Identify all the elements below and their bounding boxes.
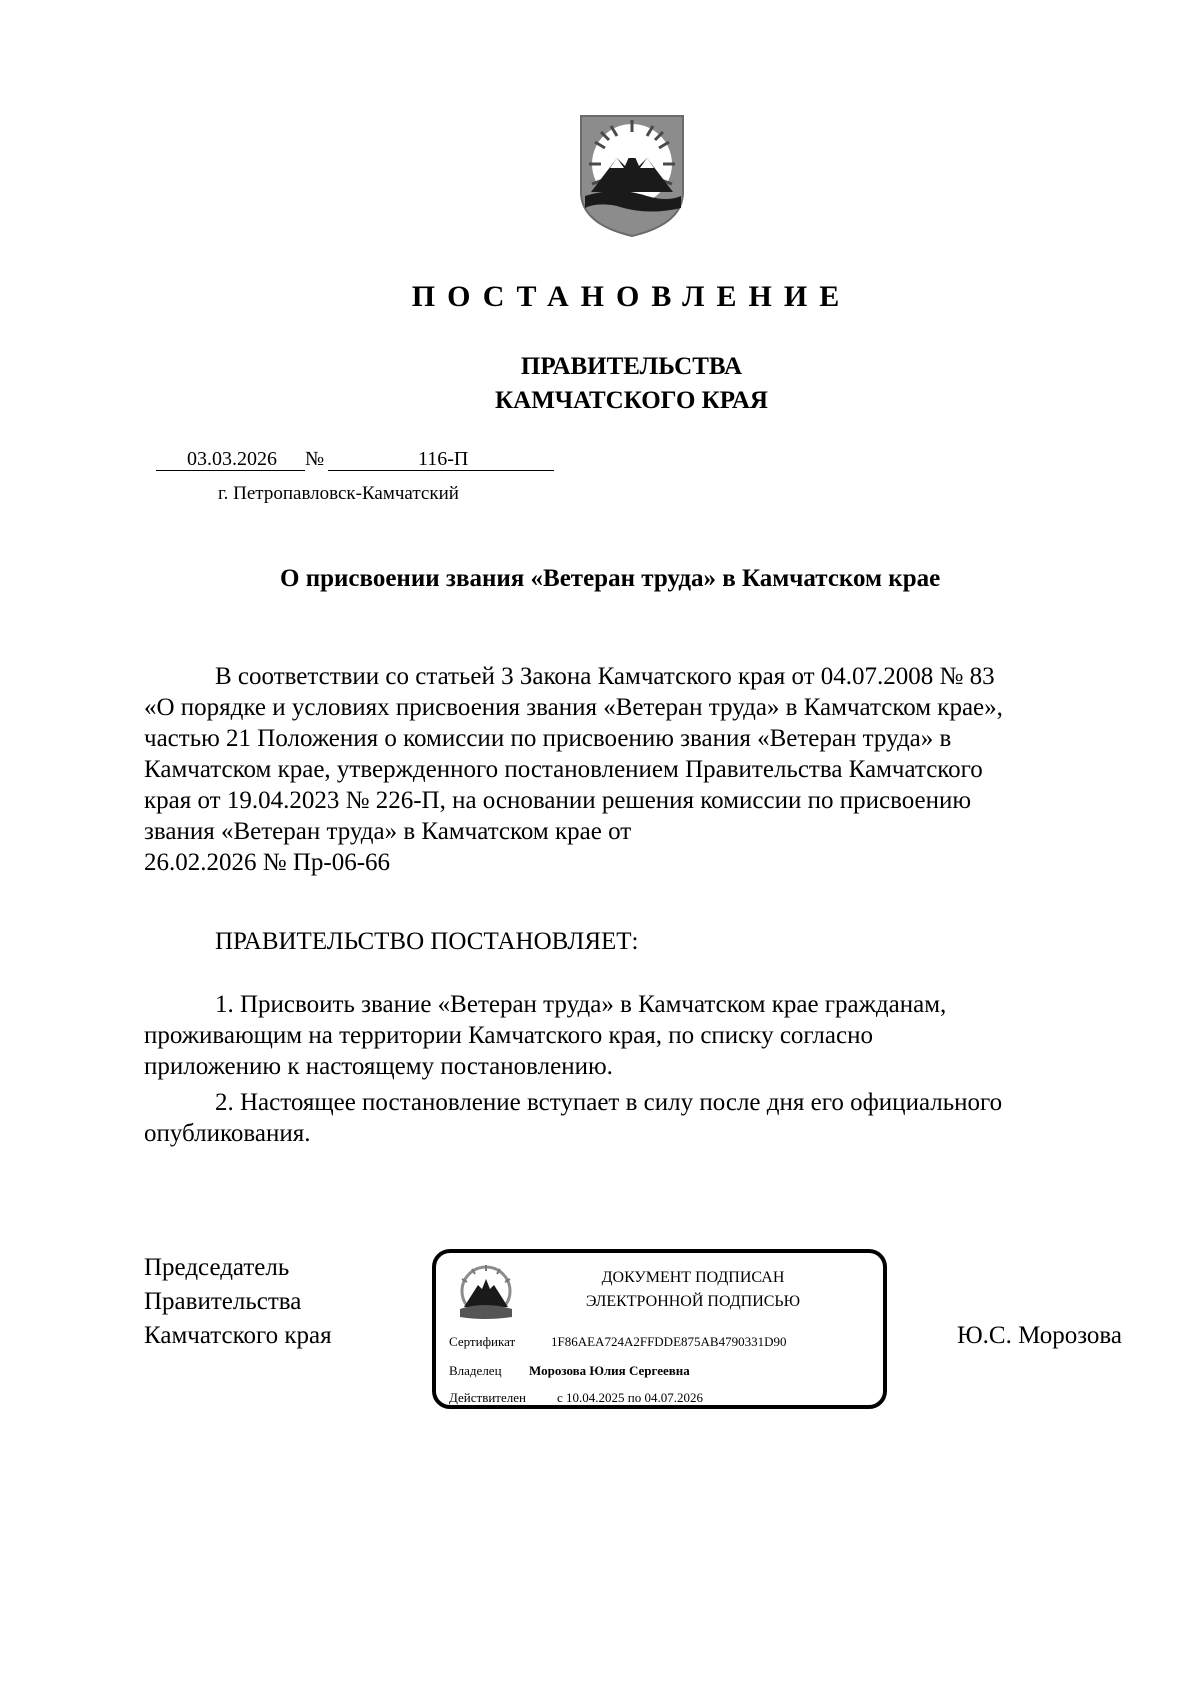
item-line: 1. Присвоить звание «Ветеран труда» в Камчатском крае гражданам,: [215, 991, 947, 1018]
stamp-certificate-row: [449, 1333, 786, 1351]
coat-of-arms-icon: [577, 112, 687, 238]
stamp-owner-row: [449, 1362, 690, 1380]
item-line: опубликования.: [144, 1120, 311, 1147]
decree-item-2: [144, 1087, 1121, 1149]
stamp-heading-line-2: ЭЛЕКТРОННОЙ ПОДПИСЬЮ: [585, 1293, 801, 1310]
validity-value: с 10.04.2025 по 04.07.2026: [557, 1390, 703, 1405]
stamp-validity-row: [449, 1389, 703, 1407]
issuer-line-2: КАМЧАТСКОГО КРАЯ: [495, 387, 768, 414]
coat-of-arms-icon: [454, 1263, 518, 1323]
decree-item-1: [144, 989, 1121, 1082]
preamble-line: «О порядке и условиях присвоения звания «Ветеран труда» в Камчатском крае»,: [144, 694, 1003, 721]
document-type-heading: ПОСТАНОВЛЕНИЕ: [411, 280, 852, 313]
preamble-line: Камчатском крае, утвержденного постановлением Правительства Камчатского: [144, 756, 983, 783]
item-line: 2. Настоящее постановление вступает в силу после дня его официального: [215, 1089, 1003, 1116]
signer-title-line: Камчатского края: [144, 1322, 332, 1349]
document-subject: О присвоении звания «Ветеран труда» в Камчатском крае: [280, 565, 941, 592]
preamble-line: звания «Ветеран труда» в Камчатском крае от: [144, 818, 632, 845]
decree-statement: ПРАВИТЕЛЬСТВО ПОСТАНОВЛЯЕТ:: [215, 928, 639, 955]
preamble-line: края от 19.04.2023 № 226-П, на основании решения комиссии по присвоению: [144, 787, 972, 814]
city-name: г. Петропавловск-Камчатский: [218, 483, 459, 504]
issuer-line-1: ПРАВИТЕЛЬСТВА: [520, 353, 743, 380]
item-line: проживающим на территории Камчатского края, по списку согласно: [144, 1022, 873, 1049]
document-number: 116-П: [418, 448, 469, 470]
item-line: приложению к настоящему постановлению.: [144, 1053, 613, 1080]
certificate-label: Сертификат: [449, 1334, 516, 1349]
preamble-line: частью 21 Положения о комиссии по присвоению звания «Ветеран труда» в: [144, 725, 952, 752]
validity-label: Действителен: [449, 1390, 526, 1405]
preamble-line: 26.02.2026 № Пр-06-66: [144, 849, 391, 876]
preamble-line: В соответствии со статьей 3 Закона Камчатского края от 04.07.2008 № 83: [215, 663, 995, 690]
owner-value: Морозова Юлия Сергеевна: [529, 1363, 690, 1378]
stamp-heading-line-1: ДОКУМЕНТ ПОДПИСАН: [601, 1269, 785, 1286]
signer-title-line: Правительства: [144, 1288, 302, 1315]
preamble-paragraph: [144, 661, 1121, 878]
owner-label: Владелец: [449, 1363, 502, 1378]
document-date-number-line: [156, 446, 586, 472]
document-date: 03.03.2026: [187, 448, 277, 470]
certificate-value: 1F86AEA724A2FFDDE875AB4790331D90: [551, 1334, 787, 1349]
electronic-signature-stamp: [432, 1249, 887, 1409]
signer-title-line: Председатель: [144, 1254, 290, 1281]
signer-name: Ю.С. Морозова: [956, 1322, 1122, 1349]
number-sign: №: [305, 448, 325, 470]
